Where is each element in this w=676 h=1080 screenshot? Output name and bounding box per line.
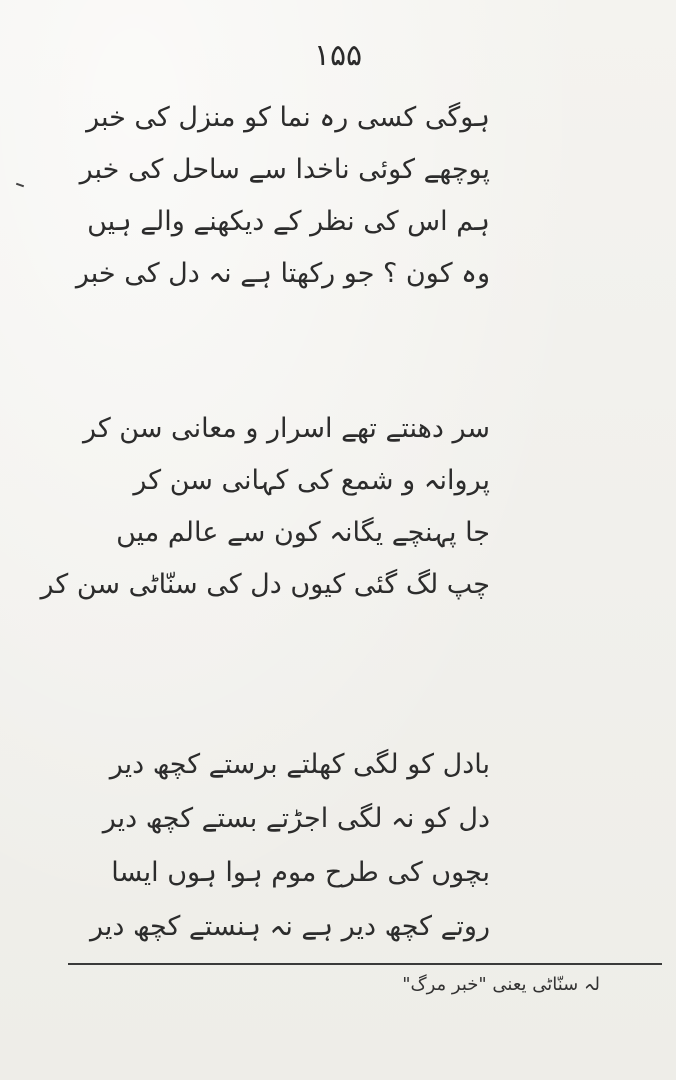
stanza-1-line-4: وہ کون ؟ جو رکھتا ہے نہ دل کی خبر bbox=[75, 258, 490, 289]
stanza-3 bbox=[89, 738, 490, 954]
stanza-2-line-2: پروانہ و شمع کی کہانی سن کر bbox=[133, 465, 490, 496]
stray-ink-mark bbox=[16, 183, 24, 188]
stanza-1-line-1: ہوگی کسی رہ نما کو منزل کی خبر bbox=[86, 102, 490, 133]
stanza-3-line-1: بادل کو لگی کھلتے برستے کچھ دیر bbox=[109, 749, 490, 780]
stanza-2-line-4: چپ لگ گئی کیوں دل کی سنّاٹی سن کر bbox=[40, 569, 490, 600]
stanza-3-line-2: دل کو نہ لگی اجڑتے بستے کچھ دیر bbox=[102, 803, 490, 834]
stanza-2-line-1: سر دھنتے تھے اسرار و معانی سن کر bbox=[82, 413, 490, 444]
stanza-1-line-3: ہم اس کی نظر کے دیکھنے والے ہیں bbox=[87, 206, 490, 237]
stanza-2-line-3: جا پہنچے یگانہ کون سے عالم میں bbox=[116, 517, 490, 548]
footnote: ل‍ہ سنّاٹی یعنی "خبر مرگ" bbox=[402, 974, 600, 995]
stanza-1 bbox=[75, 92, 490, 300]
footnote-divider bbox=[68, 963, 662, 965]
stanza-3-line-3: بچوں کی طرح موم ہوا ہوں ایسا bbox=[111, 857, 490, 888]
stanza-3-line-4: روتے کچھ دیر ہے نہ ہنستے کچھ دیر bbox=[89, 911, 490, 942]
stanza-1-line-2: پوچھے کوئی ناخدا سے ساحل کی خبر bbox=[79, 154, 490, 185]
stanza-2 bbox=[40, 403, 490, 611]
page-number: ۱۵۵ bbox=[313, 38, 363, 73]
